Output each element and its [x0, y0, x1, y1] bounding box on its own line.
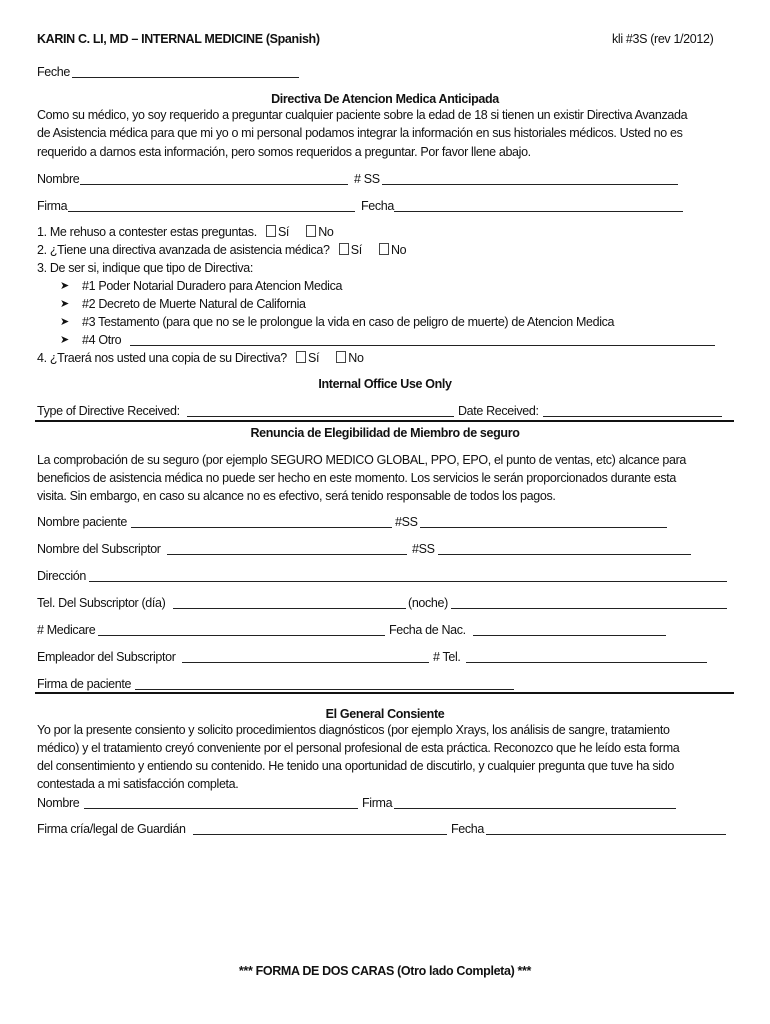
q2-yes-label: Sí: [350, 243, 362, 257]
arrow-bullet-icon: ➤: [60, 316, 70, 328]
q4-yes-checkbox[interactable]: [296, 351, 306, 363]
directive-date-field[interactable]: [394, 211, 683, 212]
directive-type-field[interactable]: [187, 416, 454, 417]
consent-signature-field[interactable]: [394, 808, 676, 809]
q2-yes-checkbox[interactable]: [339, 243, 349, 255]
subscriber-ss-field[interactable]: [438, 554, 691, 555]
waiver-line-3: visita. Sin embargo, en caso su alcance no es efectivo, será tenido responsable de todos los pagos.: [37, 489, 556, 503]
ss-field[interactable]: [382, 184, 678, 185]
consent-heading: El General Consiente: [325, 707, 445, 721]
waiver-heading: Renuncia de Elegibilidad de Miembro de seguro: [250, 426, 520, 440]
phone-day-field[interactable]: [173, 608, 406, 609]
patient-name-label: Nombre paciente: [37, 515, 127, 529]
dob-label: Fecha de Nac.: [389, 623, 466, 637]
directive-option-4: [82, 332, 121, 348]
q1-yes-checkbox[interactable]: [266, 225, 276, 237]
ss-label: # SS: [354, 172, 380, 186]
guardian-signature-label: Firma cría/legal de Guardián: [37, 822, 186, 836]
medicare-field[interactable]: [98, 635, 385, 636]
question-3: 3. De ser si, indique que tipo de Directiva:: [37, 261, 253, 275]
question-4: [37, 350, 364, 366]
document-title: KARIN C. LI, MD – INTERNAL MEDICINE (Spanish): [37, 32, 320, 46]
patient-ss-field[interactable]: [420, 527, 667, 528]
q2-no-label: No: [391, 243, 407, 257]
question-1-text: 1. Me rehuso a contester estas preguntas.: [37, 225, 257, 239]
q4-no-label: No: [348, 351, 364, 365]
patient-name-field[interactable]: [131, 527, 392, 528]
footer-note: *** FORMA DE DOS CARAS (Otro lado Completa) ***: [238, 964, 532, 978]
consent-line-3: del consentimiento y entiendo su contenido. He tenido una oportunidad de discutirlo, y cualquier pregunta que tuve ha sido: [37, 759, 674, 773]
consent-signature-label: Firma: [362, 796, 393, 810]
q4-yes-label: Sí: [308, 351, 320, 365]
consent-name-label: Nombre: [37, 796, 80, 810]
subscriber-name-field[interactable]: [167, 554, 407, 555]
directive-type-label: Type of Directive Received:: [37, 404, 180, 418]
question-1: [37, 224, 333, 240]
phone-night-label: (noche): [408, 596, 448, 610]
date-received-label: Date Received:: [458, 404, 539, 418]
form-id: kli #3S (rev 1/2012): [612, 32, 714, 46]
signature-field[interactable]: [68, 211, 355, 212]
directive-date-label: Fecha: [361, 199, 394, 213]
option-1-label: #1 Poder Notarial Duradero para Atencion Medica: [82, 279, 343, 293]
name-field[interactable]: [80, 184, 348, 185]
q1-no-label: No: [318, 225, 334, 239]
waiver-line-2: beneficios de asistencia médica no puede ser hecho en este momento. Los servicios le serán proporcionados durante esta: [37, 471, 676, 485]
name-label: Nombre: [37, 172, 80, 186]
consent-line-1: Yo por la presente consiento y solicito procedimientos diagnósticos (por ejemplo Xrays, los análisis de sangre, tratamiento: [37, 723, 670, 737]
subscriber-ss-label: #SS: [412, 542, 435, 556]
employer-tel-label: # Tel.: [433, 650, 461, 664]
directive-intro-line-2: de Asistencia médica para que mi yo o mi personal podamos integrar la información en sus historiales médicos. Usted no es: [37, 126, 683, 140]
section-divider: [35, 420, 734, 422]
directive-heading: Directiva De Atencion Medica Anticipada: [271, 92, 499, 106]
option-3-label: #3 Testamento (para que no se le prolongue la vida en caso de peligro de muerte) de Atencion Medica: [82, 315, 615, 329]
arrow-bullet-icon: ➤: [60, 334, 70, 346]
consent-date-field[interactable]: [486, 834, 726, 835]
phone-night-field[interactable]: [451, 608, 727, 609]
arrow-bullet-icon: ➤: [60, 280, 70, 292]
header-date-label: Feche: [37, 65, 70, 79]
q1-no-checkbox[interactable]: [306, 225, 316, 237]
employer-field[interactable]: [182, 662, 429, 663]
question-4-text: 4. ¿Traerá nos usted una copia de su Directiva?: [37, 351, 287, 365]
employer-label: Empleador del Subscriptor: [37, 650, 176, 664]
header-date-field[interactable]: [72, 77, 299, 78]
subscriber-name-label: Nombre del Subscriptor: [37, 542, 161, 556]
address-label: Dirección: [37, 569, 86, 583]
patient-ss-label: #SS: [395, 515, 418, 529]
employer-tel-field[interactable]: [466, 662, 707, 663]
question-2-text: 2. ¿Tiene una directiva avanzada de asistencia médica?: [37, 243, 330, 257]
address-field[interactable]: [89, 581, 727, 582]
patient-signature-field[interactable]: [135, 689, 514, 690]
signature-label: Firma: [37, 199, 68, 213]
consent-line-4: contestada a mi satisfacción completa.: [37, 777, 239, 791]
patient-signature-label: Firma de paciente: [37, 677, 132, 691]
date-received-field[interactable]: [543, 416, 722, 417]
waiver-line-1: La comprobación de su seguro (por ejemplo SEGURO MEDICO GLOBAL, PPO, EPO, el punto de ventas, etc) alcance para: [37, 453, 686, 467]
medicare-label: # Medicare: [37, 623, 96, 637]
directive-option-2: [82, 296, 306, 312]
directive-intro-line-1: Como su médico, yo soy requerido a preguntar cualquier paciente sobre la edad de 18 si tienen un existir Directiva Avanzada: [37, 108, 688, 122]
dob-field[interactable]: [473, 635, 666, 636]
option-2-label: #2 Decreto de Muerte Natural de California: [82, 297, 306, 311]
phone-day-label: Tel. Del Subscriptor (día): [37, 596, 166, 610]
consent-name-field[interactable]: [84, 808, 358, 809]
directive-intro-line-3: requerido a darnos esta información, pero somos requeridos a preguntar. Por favor llene abajo.: [37, 145, 531, 159]
other-directive-field[interactable]: [130, 345, 715, 346]
guardian-signature-field[interactable]: [193, 834, 447, 835]
arrow-bullet-icon: ➤: [60, 298, 70, 310]
section-divider: [35, 692, 734, 694]
q1-yes-label: Sí: [277, 225, 290, 239]
directive-option-3: [82, 314, 614, 330]
option-4-label: #4 Otro: [82, 333, 122, 347]
question-2: [37, 242, 406, 258]
q2-no-checkbox[interactable]: [379, 243, 389, 255]
q4-no-checkbox[interactable]: [336, 351, 346, 363]
consent-line-2: médico) y el tratamiento creyó conveniente por el personal profesional de esta práctica. Reconozco que he leído esta forma: [37, 741, 680, 755]
directive-option-1: [82, 278, 342, 294]
consent-date-label: Fecha: [451, 822, 484, 836]
office-use-heading: Internal Office Use Only: [318, 377, 452, 391]
